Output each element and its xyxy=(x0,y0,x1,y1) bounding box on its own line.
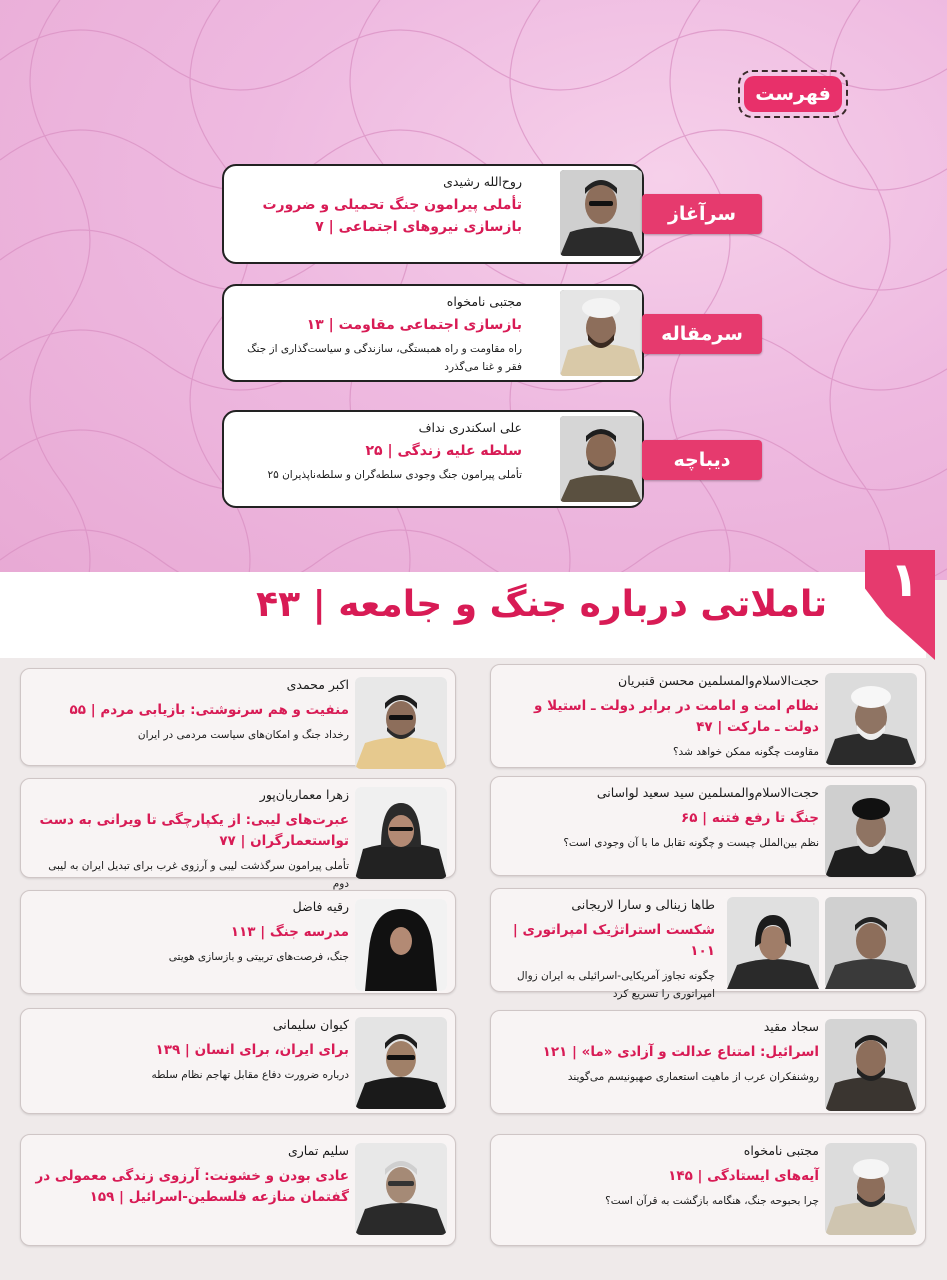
article-card[interactable] xyxy=(490,664,926,768)
section-tag[interactable]: دیباچه xyxy=(642,440,762,480)
author-name: مجتبی نامخواه xyxy=(446,294,522,309)
top-section-dibache[interactable] xyxy=(222,410,762,508)
author-name: اکبر محمدی xyxy=(286,677,349,692)
article-title[interactable]: اسرائیل: امتناع عدالت و آزادی «ما» | ۱۲۱ xyxy=(542,1044,819,1060)
section-title[interactable]: تاملاتی درباره جنگ و جامعه | ۴۳ xyxy=(256,584,827,625)
author-name: کیوان سلیمانی xyxy=(272,1017,349,1032)
author-name: حجت‌الاسلام‌والمسلمین سید سعید لواسانی xyxy=(596,785,819,800)
author-photos xyxy=(721,897,917,989)
article-title[interactable]: منفیت و هم سرنوشتی: بازیابی مردم | ۵۵ xyxy=(69,702,349,718)
author-photo xyxy=(355,677,447,769)
author-photo xyxy=(560,290,642,376)
author-photo xyxy=(825,785,917,877)
article-desc: مقاومت چگونه ممکن خواهد شد؟ xyxy=(672,745,819,758)
section-tag[interactable]: سرآغاز xyxy=(642,194,762,234)
article-title[interactable]: آیه‌های ایستادگی | ۱۴۵ xyxy=(668,1168,819,1184)
author-name: علی اسکندری نداف xyxy=(418,420,522,435)
author-name: زهرا معماریان‌پور xyxy=(259,787,349,802)
article-desc: راه مقاومت و راه همبستگی، سازندگی و سیاست‌گذاری از جنگ فقر و غنا می‌گذرد xyxy=(247,342,522,373)
top-section-sarmaghale[interactable] xyxy=(222,284,762,382)
author-photo xyxy=(825,1143,917,1235)
article-card[interactable] xyxy=(490,1134,926,1246)
top-section-saraghaz[interactable] xyxy=(222,164,762,264)
article-desc: جنگ، فرصت‌های تربیتی و بازسازی هویتی xyxy=(168,950,349,963)
author-name: طاها زینالی و سارا لاریجانی xyxy=(571,897,715,912)
author-photo xyxy=(560,170,642,256)
article-title[interactable]: برای ایران، برای انسان | ۱۳۹ xyxy=(155,1042,349,1058)
author-name: سلیم تماری xyxy=(287,1143,349,1158)
article-card[interactable] xyxy=(490,776,926,876)
article-title[interactable]: تأملی پیرامون جنگ تحمیلی و ضرورت بازسازی نیروهای اجتماعی | ۷ xyxy=(262,197,522,235)
article-desc: درباره ضرورت دفاع مقابل تهاجم نظام سلطه xyxy=(151,1068,349,1081)
section-tag[interactable]: سرمقاله xyxy=(642,314,762,354)
author-photo xyxy=(825,1019,917,1111)
article-card[interactable] xyxy=(490,888,926,1000)
author-photo xyxy=(355,1143,447,1235)
article-desc: روشنفکران عرب از ماهیت استعماری صهیونیسم می‌گویند xyxy=(567,1070,819,1083)
author-name: سجاد مقید xyxy=(763,1019,819,1034)
author-name: روح‌الله رشیدی xyxy=(443,174,522,189)
article-title[interactable]: جنگ تا رفع فتنه | ۶۵ xyxy=(681,810,819,826)
article-title[interactable]: نظام امت و امامت در برابر دولت ـ استیلا و دولت ـ مارکت | ۴۷ xyxy=(534,698,819,735)
author-name: مجتبی نامخواه xyxy=(743,1143,819,1158)
author-name: حجت‌الاسلام‌والمسلمین محسن قنبریان xyxy=(618,673,819,688)
section-number: ۱ xyxy=(889,552,919,608)
article-desc: رخداد جنگ و امکان‌های سیاست مردمی در ایران xyxy=(137,728,349,741)
article-title[interactable]: عبرت‌های لیبی: از یکپارچگی تا ویرانی به دست تواستعمارگران | ۷۷ xyxy=(39,812,349,849)
article-card[interactable] xyxy=(20,890,456,994)
article-desc: تأملی پیرامون سرگذشت لیبی و آرزوی غرب برای تبدیل ایران به لیبی دوم xyxy=(48,859,349,890)
author-photo xyxy=(825,673,917,765)
article-card[interactable] xyxy=(20,668,456,766)
article-title[interactable]: شکست استراتژیک امپراتوری | ۱۰۱ xyxy=(512,922,715,959)
author-photo xyxy=(355,1017,447,1109)
article-card[interactable] xyxy=(20,778,456,890)
article-desc: چرا بحبوحه جنگ، هنگامه بازگشت به قرآن است؟ xyxy=(605,1194,819,1207)
article-desc: نظم بین‌الملل چیست و چگونه تقابل ما با آن وجودی است؟ xyxy=(563,836,819,849)
article-title[interactable]: سلطه علیه زندگی | ۲۵ xyxy=(365,443,522,459)
article-title[interactable]: عادی بودن و خشونت: آرزوی زندگی معمولی در گفتمان منازعه فلسطین-اسرائیل | ۱۵۹ xyxy=(35,1168,349,1205)
article-desc: تأملی پیرامون جنگ وجودی سلطه‌گران و سلطه‌ناپذیران ۲۵ xyxy=(267,468,522,481)
article-desc: چگونه تجاوز آمریکایی-اسرائیلی به ایران زوال امپراتوری را تسریع کرد xyxy=(517,969,715,1000)
author-photo xyxy=(355,787,447,879)
author-name: رقیه فاضل xyxy=(292,899,349,914)
author-photo xyxy=(355,899,447,991)
article-card[interactable] xyxy=(20,1008,456,1114)
article-title[interactable]: مدرسه جنگ | ۱۱۳ xyxy=(230,924,349,940)
toc-badge xyxy=(738,70,848,118)
author-photo xyxy=(560,416,642,502)
article-card[interactable] xyxy=(490,1010,926,1114)
article-title[interactable]: بازسازی اجتماعی مقاومت | ۱۳ xyxy=(306,317,522,333)
article-card[interactable] xyxy=(20,1134,456,1246)
toc-label: فهرست xyxy=(744,76,842,112)
